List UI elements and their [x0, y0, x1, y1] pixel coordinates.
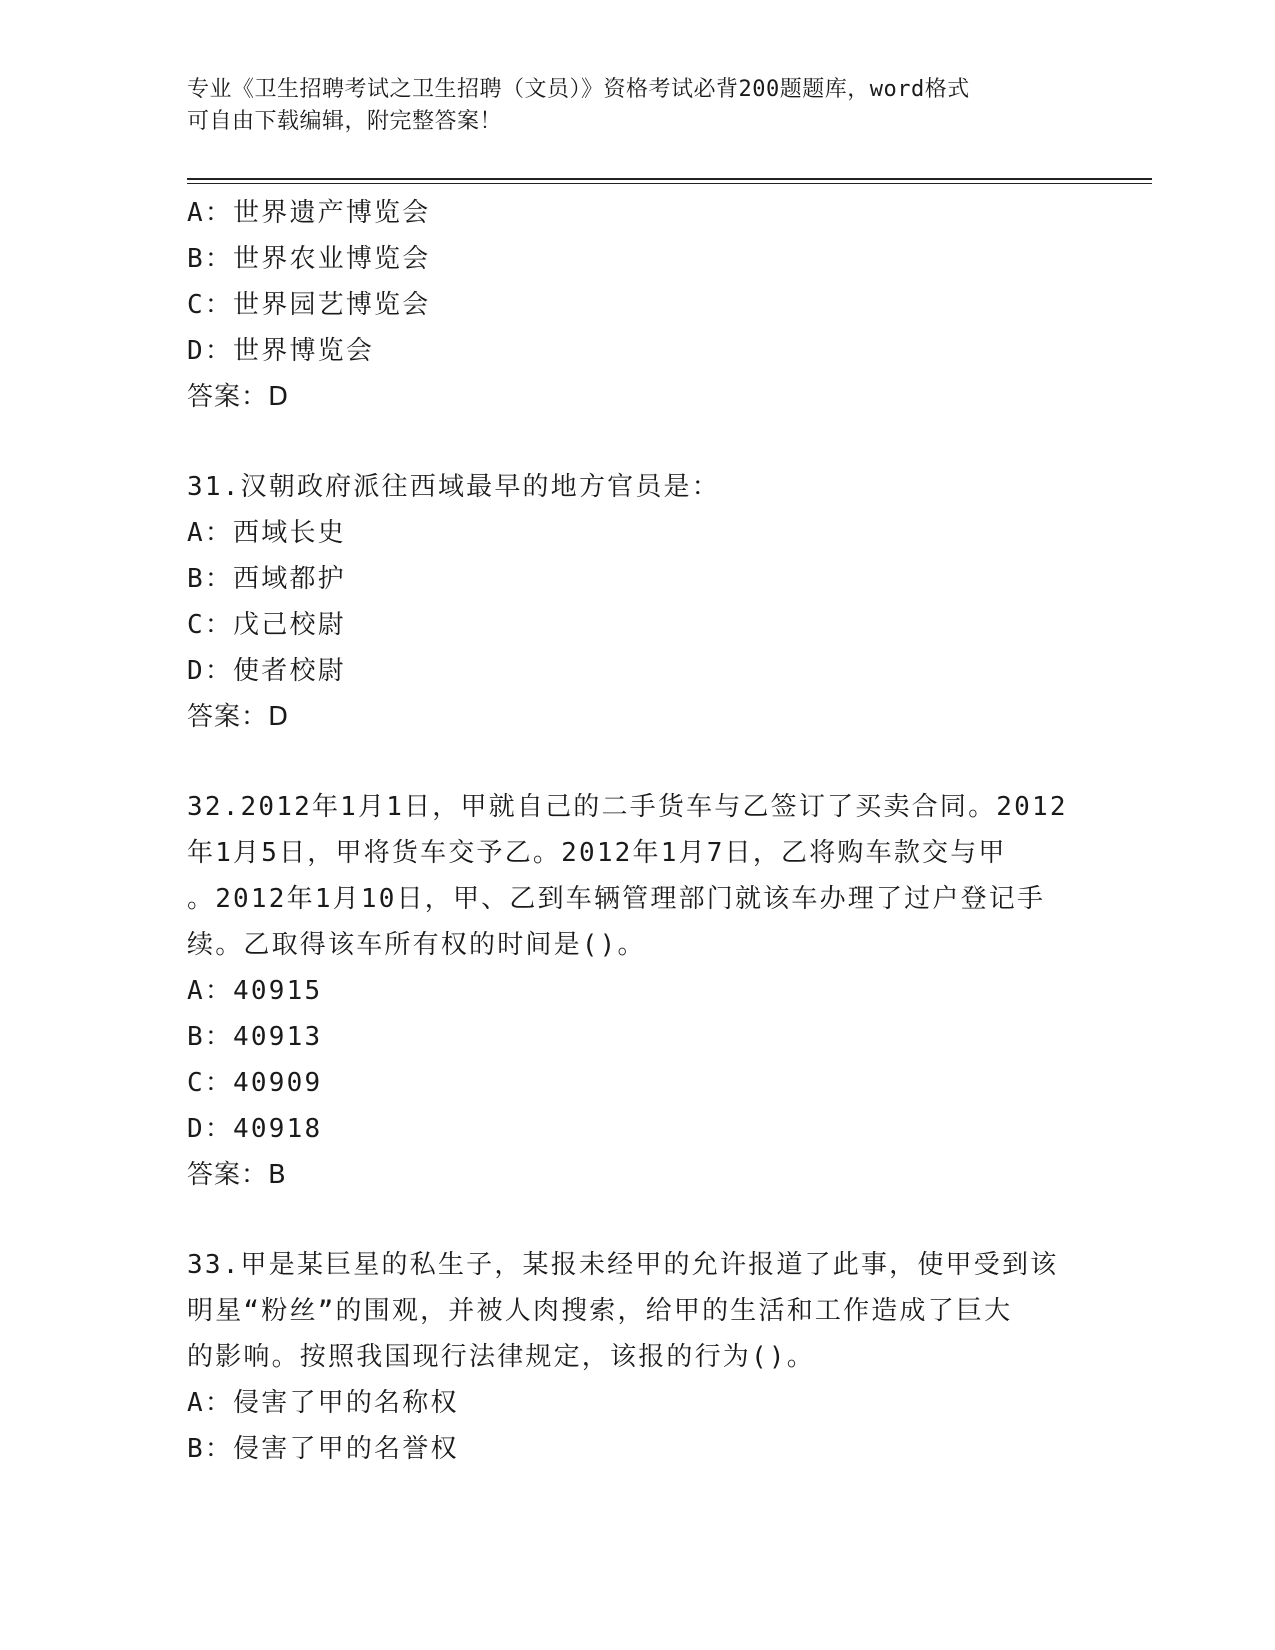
spacer: [187, 1198, 1087, 1242]
question-text-line-1: 32.2012年1月1日，甲就自己的二手货车与乙签订了买卖合同。2012: [187, 792, 1068, 822]
question-text-line-4: 续。乙取得该车所有权的时间是()。: [187, 930, 646, 960]
header-rule-thick: [187, 178, 1152, 180]
header-rule-thin: [187, 183, 1152, 184]
spacer: [187, 420, 1087, 464]
question-31: [187, 464, 1087, 740]
spacer: [187, 740, 1087, 784]
answer: 答案：D: [187, 702, 290, 732]
document-header: [187, 74, 1087, 138]
option-a: A：世界遗产博览会: [187, 198, 431, 228]
question-text-line-3: 的影响。按照我国现行法律规定，该报的行为()。: [187, 1342, 815, 1372]
option-b: B：40913: [187, 1022, 323, 1052]
option-b: B：西域都护: [187, 564, 346, 594]
option-a: A：侵害了甲的名称权: [187, 1388, 459, 1418]
option-d: D：世界博览会: [187, 336, 375, 366]
option-d: D：40918: [187, 1114, 323, 1144]
question-text: 31.汉朝政府派往西域最早的地方官员是：: [187, 472, 720, 502]
answer: 答案：D: [187, 382, 290, 412]
option-d: D：使者校尉: [187, 656, 346, 686]
header-line-2: 可自由下载编辑，附完整答案！: [187, 109, 503, 134]
question-text-line-1: 33.甲是某巨星的私生子，某报未经甲的允许报道了此事，使甲受到该: [187, 1250, 1059, 1280]
option-c: C：40909: [187, 1068, 323, 1098]
option-a: A：40915: [187, 976, 323, 1006]
question-33: [187, 1242, 1087, 1472]
question-text-line-2: 年1月5日，甲将货车交予乙。2012年1月7日，乙将购车款交与甲: [187, 838, 1007, 868]
answer: 答案：B: [187, 1160, 287, 1190]
question-text-line-3: 。2012年1月10日，甲、乙到车辆管理部门就该车办理了过户登记手: [187, 884, 1046, 914]
question-30: [187, 190, 1087, 420]
question-list: [187, 190, 1087, 1472]
option-c: C：世界园艺博览会: [187, 290, 431, 320]
question-32: [187, 784, 1087, 1198]
option-a: A：西域长史: [187, 518, 346, 548]
option-b: B：世界农业博览会: [187, 244, 431, 274]
header-line-1: 专业《卫生招聘考试之卫生招聘（文员）》资格考试必背200题题库，word格式: [187, 77, 970, 102]
option-b: B：侵害了甲的名誉权: [187, 1434, 459, 1464]
question-text-line-2: 明星“粉丝”的围观，并被人肉搜索，给甲的生活和工作造成了巨大: [187, 1296, 1013, 1326]
option-c: C：戊己校尉: [187, 610, 346, 640]
